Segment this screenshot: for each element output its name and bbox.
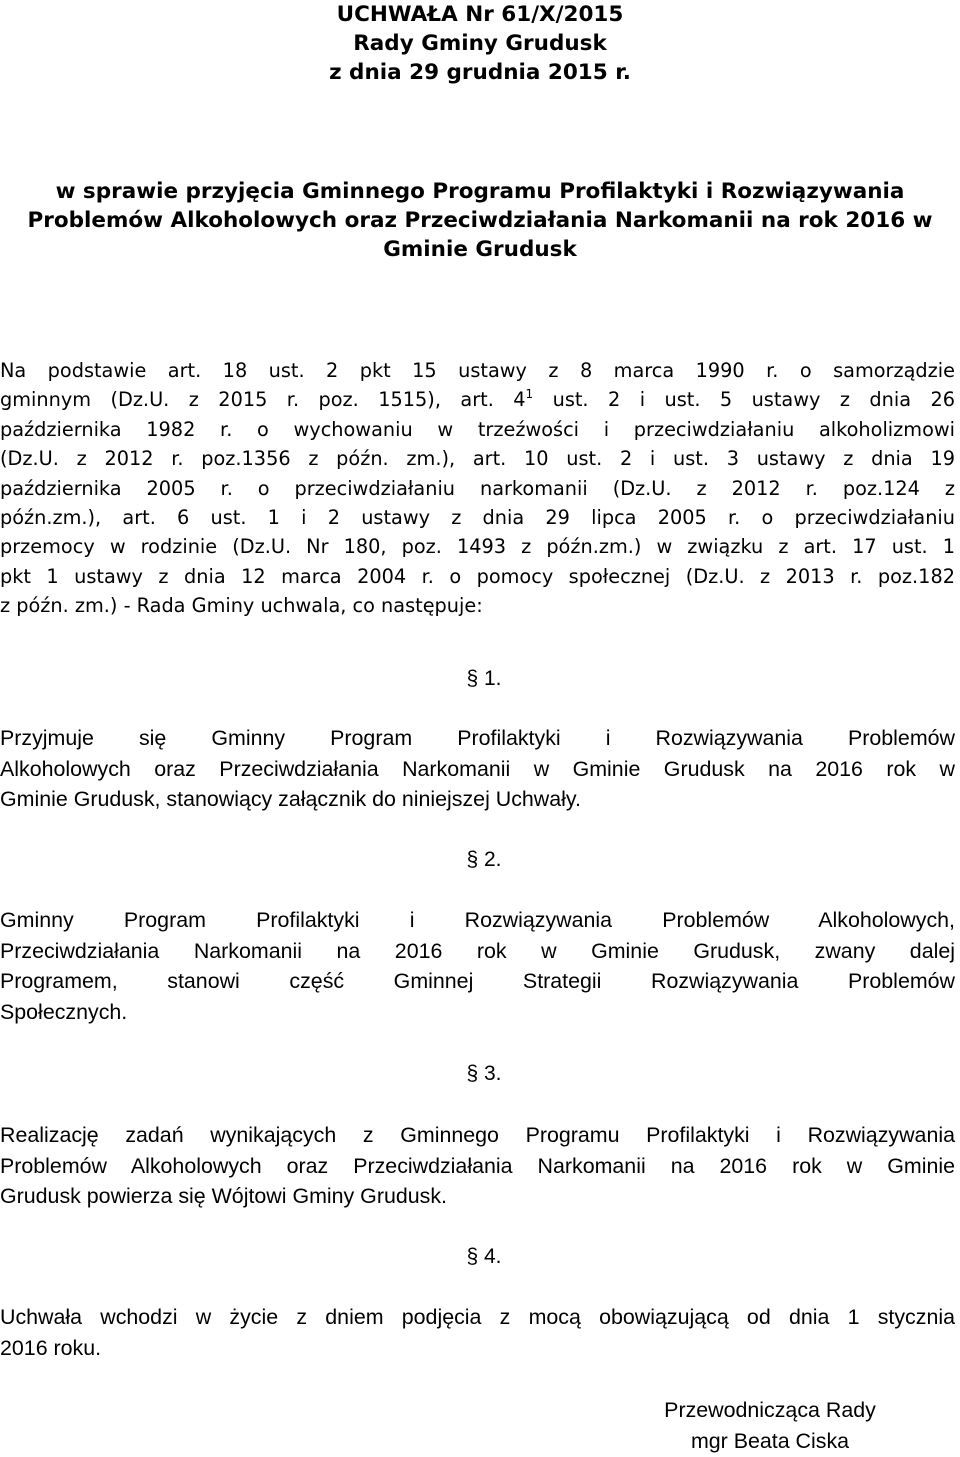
paragraph-line: Społecznych. bbox=[0, 1000, 128, 1025]
paragraph-line: Realizację zadań wynikających z Gminnego Programu Profilaktyki i Rozwiązywania bbox=[0, 1123, 955, 1147]
section-1-mark bbox=[0, 665, 960, 693]
preamble-line: (Dz.U. z 2012 r. poz.1356 z późn. zm.), art. 10 ust. 2 i ust. 3 ustawy z dnia 19 bbox=[0, 447, 955, 471]
title-line-date: z dnia 29 grudnia 2015 r. bbox=[329, 60, 631, 85]
resolution-subject bbox=[0, 177, 960, 264]
section-mark-text: § 2. bbox=[466, 848, 502, 871]
resolution-title bbox=[0, 0, 960, 87]
signature-block bbox=[650, 1395, 890, 1457]
paragraph-line: Uchwała wchodzi w życie z dniem podjęcia z mocą obowiązującą od dnia 1 stycznia bbox=[0, 1305, 955, 1329]
preamble-text: gminnym (Dz.U. z 2015 r. poz. 1515), art. 4 bbox=[0, 388, 526, 412]
paragraph-line: Programem, stanowi część Gminnej Strategii Rozwiązywania Problemów bbox=[0, 969, 955, 994]
section-2-text bbox=[0, 905, 955, 1028]
preamble-text: ust. 2 i ust. 5 ustawy z dnia 26 bbox=[533, 388, 955, 412]
subject-line: w sprawie przyjęcia Gminnego Programu Profilaktyki i Rozwiązywania bbox=[55, 179, 905, 204]
preamble-line: późn.zm.), art. 6 ust. 1 i 2 ustawy z dnia 29 lipca 2005 r. o przeciwdziałaniu bbox=[0, 505, 955, 529]
subject-line: Problemów Alkoholowych oraz Przeciwdziałania Narkomanii na rok 2016 w bbox=[27, 208, 933, 233]
section-3-mark bbox=[0, 1060, 960, 1088]
paragraph-line: Alkoholowych oraz Przeciwdziałania Narkomanii w Gminie Grudusk na 2016 rok w bbox=[0, 756, 955, 781]
preamble-line: pkt 1 ustawy z dnia 12 marca 2004 r. o pomocy społecznej (Dz.U. z 2013 r. poz.182 bbox=[0, 564, 955, 588]
preamble-line: przemocy w rodzinie (Dz.U. Nr 180, poz. 1493 z późn.zm.) w związku z art. 17 ust. 1 bbox=[0, 535, 955, 559]
superscript: 1 bbox=[525, 387, 534, 402]
preamble-line: Na podstawie art. 18 ust. 2 pkt 15 ustawy z 8 marca 1990 r. o samorządzie bbox=[0, 359, 955, 382]
title-line-number: UCHWAŁA Nr 61/X/2015 bbox=[336, 2, 624, 27]
paragraph-line: Gminie Grudusk, stanowiący załącznik do niniejszej Uchwały. bbox=[0, 787, 581, 812]
title-line-council: Rady Gminy Grudusk bbox=[353, 31, 607, 56]
section-3-text bbox=[0, 1120, 955, 1212]
subject-line: Gminie Grudusk bbox=[383, 237, 577, 262]
paragraph-line: Przyjmuje się Gminny Program Profilaktyki i Rozwiązywania Problemów bbox=[0, 726, 955, 750]
section-1-text bbox=[0, 723, 955, 815]
section-mark-text: § 1. bbox=[466, 667, 502, 690]
section-mark-text: § 4. bbox=[466, 1245, 502, 1268]
section-4-text bbox=[0, 1302, 955, 1363]
preamble-line: października 1982 r. o wychowaniu w trzeźwości i przeciwdziałaniu alkoholizmowi bbox=[0, 417, 955, 441]
section-mark-text: § 3. bbox=[466, 1062, 502, 1085]
paragraph-line: Przeciwdziałania Narkomanii na 2016 rok w Gminie Grudusk, zwany dalej bbox=[0, 938, 955, 963]
legal-basis-preamble bbox=[0, 356, 955, 621]
preamble-line bbox=[0, 385, 955, 414]
paragraph-line: Gminny Program Profilaktyki i Rozwiązywania Problemów Alkoholowych, bbox=[0, 908, 955, 932]
section-4-mark bbox=[0, 1243, 960, 1271]
signatory-name: mgr Beata Ciska bbox=[690, 1429, 850, 1453]
paragraph-line: Grudusk powierza się Wójtowi Gminy Grudusk. bbox=[0, 1184, 447, 1209]
paragraph-line: 2016 roku. bbox=[0, 1335, 102, 1360]
section-2-mark bbox=[0, 846, 960, 874]
preamble-line: października 2005 r. o przeciwdziałaniu narkomanii (Dz.U. z 2012 r. poz.124 z bbox=[0, 476, 955, 500]
paragraph-line: Problemów Alkoholowych oraz Przeciwdziałania Narkomanii na 2016 rok w Gminie bbox=[0, 1153, 955, 1178]
preamble-line: z późn. zm.) - Rada Gminy uchwala, co następuje: bbox=[0, 594, 483, 618]
signatory-role: Przewodnicząca Rady bbox=[664, 1398, 876, 1422]
